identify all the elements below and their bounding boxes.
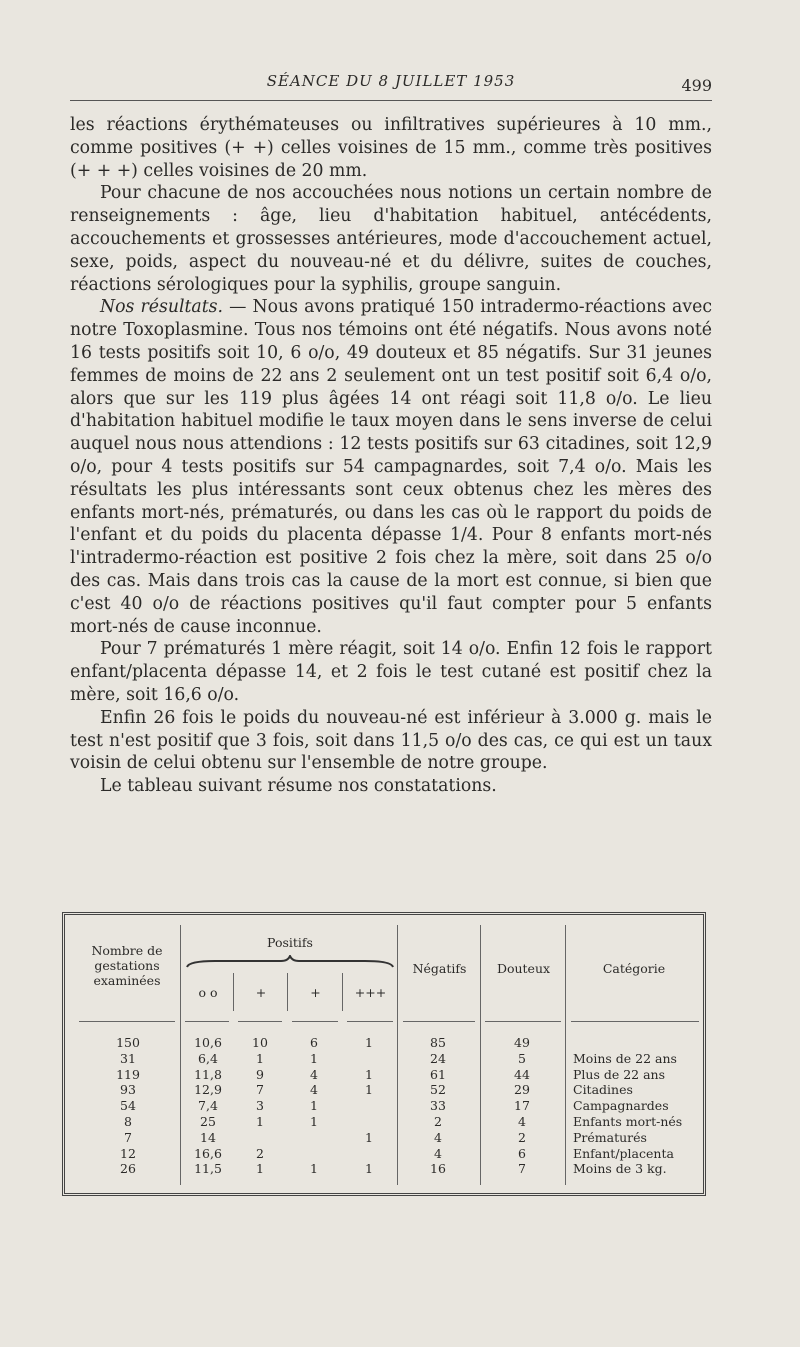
- table-cell-dout: 4: [518, 1114, 526, 1129]
- header-percent: o o: [198, 985, 218, 1000]
- table-cell-pct: 6,4: [198, 1050, 218, 1066]
- table-cell-p2: 1: [310, 1050, 318, 1066]
- column-divider: [565, 925, 566, 1185]
- column-divider: [287, 973, 288, 1011]
- table-cell-n: 26: [120, 1161, 136, 1177]
- table-cell-p2: 1: [310, 1114, 318, 1129]
- header-rule: [571, 1021, 699, 1022]
- table-cell-n: 93: [120, 1082, 136, 1098]
- header-rule: [485, 1021, 561, 1022]
- table-cell-cat: Moins de 3 kg.: [573, 1161, 667, 1177]
- header-rule: [185, 1021, 229, 1022]
- table-cell-n: 8: [124, 1114, 132, 1129]
- table-cell-neg: 33: [430, 1098, 446, 1114]
- table-cell-dout: 6: [518, 1145, 526, 1161]
- header-douteux: Douteux: [496, 961, 551, 976]
- table-cell-neg: 61: [430, 1066, 446, 1082]
- table-cell-pct: 12,9: [194, 1082, 222, 1098]
- table-cell-p1: 9: [256, 1066, 264, 1082]
- paragraph: Enfin 26 fois le poids du nouveau-né est inférieur à 3.000 g. mais le test n'est positif que 3 fois, soit dans 11,5 o/o des cas, ce qui est un taux voisin de celui obtenu sur l'ensemble de notre groupe.: [70, 707, 712, 774]
- table-cell-n: 54: [120, 1098, 136, 1114]
- header-gestations: Nombre de gestations examinées: [91, 943, 163, 988]
- table-cell-pct: 16,6: [194, 1145, 222, 1161]
- table-cell-dout: 5: [518, 1050, 526, 1066]
- table-cell-cat: Campagnardes: [573, 1098, 669, 1114]
- table-cell-p3: 1: [365, 1129, 373, 1145]
- table-cell-cat: Citadines: [573, 1082, 633, 1098]
- table-cell-p3: 1: [365, 1035, 373, 1050]
- table-cell-pct: 11,8: [194, 1066, 222, 1082]
- page-number: 499: [681, 76, 712, 95]
- table-cell-p1: 3: [256, 1098, 264, 1114]
- table-cell-p1: 1: [256, 1050, 264, 1066]
- column-divider: [480, 925, 481, 1185]
- table-cell-p2: 4: [310, 1066, 318, 1082]
- table-cell-p1: 7: [256, 1082, 264, 1098]
- table-cell-n: 31: [120, 1050, 136, 1066]
- table-cell-p2: 4: [310, 1082, 318, 1098]
- table-cell-p1: 2: [256, 1145, 264, 1161]
- table-cell-pct: 14: [200, 1129, 216, 1145]
- header-plus: +: [255, 985, 267, 1000]
- column-divider: [397, 925, 398, 1185]
- table-cell-neg: 52: [430, 1082, 446, 1098]
- table-grid: [65, 915, 703, 1193]
- body-text: [70, 114, 712, 798]
- table-cell-p2: 6: [310, 1035, 318, 1050]
- table-cell-p1: 1: [256, 1114, 264, 1129]
- table-cell-n: 12: [120, 1145, 136, 1161]
- table-cell-p2: 1: [310, 1098, 318, 1114]
- table-cell-neg: 24: [430, 1050, 446, 1066]
- table-cell-p3: 1: [365, 1082, 373, 1098]
- results-table: [62, 912, 706, 1196]
- header-rule: [292, 1021, 338, 1022]
- paragraph: les réactions érythémateuses ou infiltratives supérieures à 10 mm., comme positives (+ +) celles voisines de 15 mm., comme très positives (+ + +) celles voisines de 20 mm.: [70, 115, 712, 181]
- column-divider: [180, 925, 181, 1185]
- table-cell-cat: Prématurés: [573, 1129, 647, 1145]
- table-cell-p2: 1: [310, 1161, 318, 1177]
- table-cell-cat: Plus de 22 ans: [573, 1066, 666, 1082]
- column-divider: [233, 973, 234, 1011]
- table-cell-neg: 4: [434, 1129, 442, 1145]
- header-negatifs: Négatifs: [412, 961, 467, 976]
- table-cell-neg: 2: [434, 1114, 442, 1129]
- header-rule: [79, 1021, 175, 1022]
- table-cell-pct: 11,5: [194, 1161, 222, 1177]
- table-cell-pct: 25: [200, 1114, 216, 1129]
- table-cell-n: 7: [124, 1129, 132, 1145]
- table-cell-neg: 4: [434, 1145, 442, 1161]
- table-cell-neg: 16: [430, 1161, 446, 1177]
- table-cell-pct: 10,6: [194, 1035, 222, 1050]
- table-cell-dout: 29: [514, 1082, 530, 1098]
- paragraph: [70, 296, 712, 638]
- header-plus-plus: +: [310, 985, 321, 1000]
- page-header: [70, 70, 712, 101]
- paragraph: Le tableau suivant résume nos constatations.: [100, 776, 497, 797]
- table-cell-pct: 7,4: [198, 1098, 218, 1114]
- running-title: SÉANCE DU 8 JUILLET 1953: [266, 72, 516, 90]
- header-rule: [238, 1021, 282, 1022]
- section-heading: Nos résultats.: [100, 297, 224, 318]
- table-cell-p1: 10: [252, 1035, 268, 1050]
- table-cell-p3: 1: [365, 1161, 373, 1177]
- header-rule: [403, 1021, 475, 1022]
- positifs-brace: [185, 955, 395, 971]
- table-cell-dout: 2: [518, 1129, 526, 1145]
- table-cell-dout: 17: [514, 1098, 530, 1114]
- header-rule: [347, 1021, 393, 1022]
- table-cell-dout: 7: [518, 1161, 526, 1177]
- table-cell-p1: 1: [256, 1161, 264, 1177]
- header-plus-plus-plus: +++: [354, 985, 387, 1000]
- table-cell-neg: 85: [430, 1035, 446, 1050]
- table-cell-cat: Enfant/placenta: [573, 1145, 674, 1161]
- paragraph: Pour 7 prématurés 1 mère réagit, soit 14 o/o. Enfin 12 fois le rapport enfant/placenta dépasse 14, et 2 fois le test cutané est positif chez la mère, soit 16,6 o/o.: [70, 639, 712, 705]
- table-cell-p3: 1: [365, 1066, 373, 1082]
- table-cell-cat: Moins de 22 ans: [573, 1050, 677, 1066]
- column-divider: [342, 973, 343, 1011]
- table-cell-cat: Enfants mort-nés: [573, 1114, 683, 1129]
- table-cell-dout: 44: [514, 1066, 530, 1082]
- table-cell-n: 150: [116, 1035, 140, 1050]
- header-positifs: Positifs: [267, 935, 313, 950]
- paragraph: Pour chacune de nos accouchées nous notions un certain nombre de renseignements : âge, lieu d'habitation habituel, antécédents, accouchements et grossesses antérieures, mode d'accouchement actuel, sexe, poids, aspect du nouveau-né et du délivre, suites de couches, réactions sérologiques pour la syphilis, groupe sanguin.: [70, 183, 712, 295]
- paragraph-text: — Nous avons pratiqué 150 intradermo-réactions avec notre Toxoplasmine. Tous nos témoins ont été négatifs. Nous avons noté 16 tests positifs soit 10, 6 o/o, 49 douteux et 85 négatifs. Sur 31 jeunes femmes de moins de 22 ans 2 seulement ont un test positif soit 6,4 o/o, alors que sur les 119 plus âgées 14 ont réagi soit 11,8 o/o. Le lieu d'habitation habituel modifie le taux moyen dans le sens inverse de celui auquel nous nous attendions : 12 tests positifs sur 63 citadines, soit 12,9 o/o, pour 4 tests positifs sur 54 campagnardes, soit 7,4 o/o. Mais les résultats les plus intéressants sont ceux obtenus chez les mères des enfants mort-nés, prématurés, ou dans les cas où le rapport du poids de l'enfant et du poids du placenta dépasse 1/4. Pour 8 enfants mort-nés l'intradermo-réaction est positive 2 fois chez la mère, soit dans 25 o/o des cas. Mais dans trois cas la cause de la mort est connue, si bien que c'est 40 o/o de réactions positives qu'il faut compter pour 5 enfants mort-nés de cause inconnue.: [70, 297, 712, 637]
- table-cell-dout: 49: [514, 1035, 530, 1050]
- table-cell-n: 119: [116, 1066, 140, 1082]
- header-categorie: Catégorie: [602, 961, 666, 976]
